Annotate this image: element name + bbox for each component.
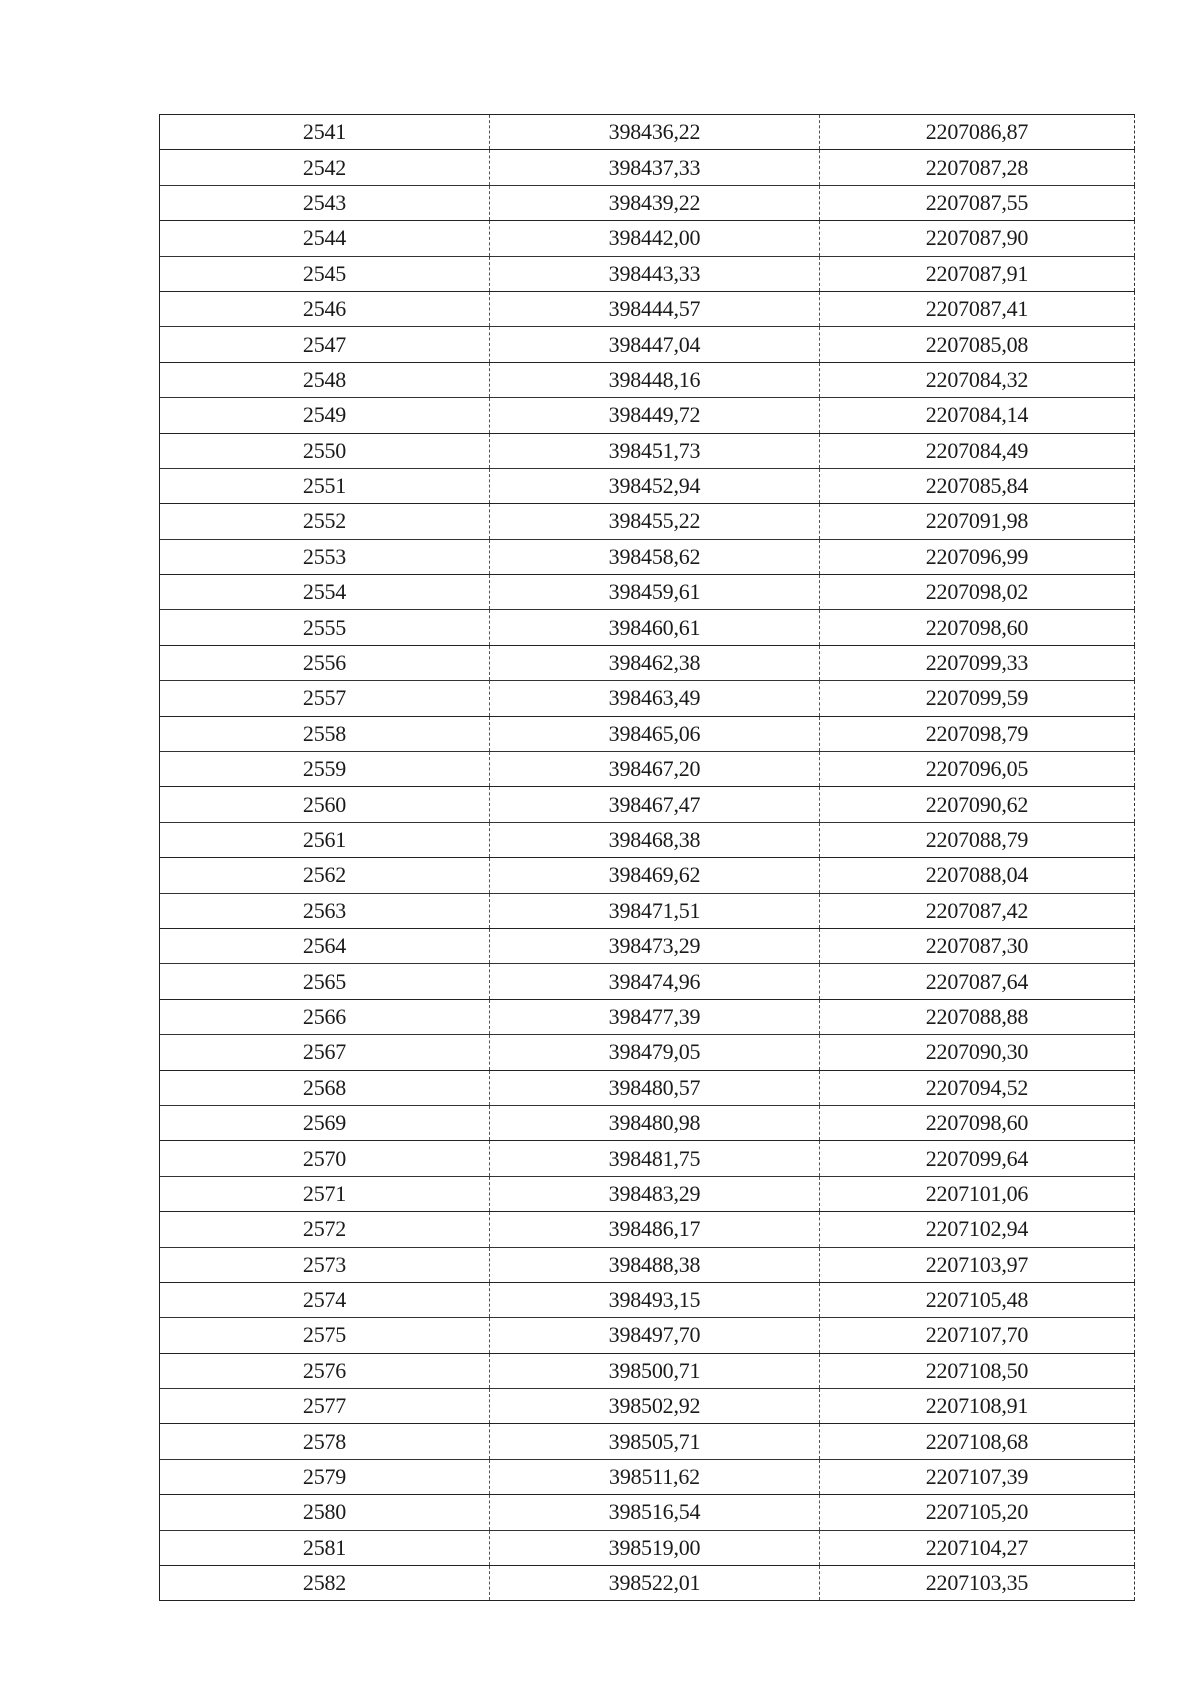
table-row: [160, 681, 1135, 716]
y-coordinate-cell: 2207108,91: [820, 1389, 1135, 1424]
x-coordinate-cell: 398465,06: [490, 716, 820, 751]
y-coordinate-cell: 2207087,42: [820, 893, 1135, 928]
x-coordinate-cell: 398459,61: [490, 575, 820, 610]
x-coordinate-cell: 398522,01: [490, 1566, 820, 1601]
table-row: [160, 539, 1135, 574]
x-coordinate-cell: 398437,33: [490, 150, 820, 185]
x-coordinate-cell: 398436,22: [490, 115, 820, 150]
table-row: [160, 1459, 1135, 1494]
point-number-cell: 2543: [160, 185, 490, 220]
table-row: [160, 221, 1135, 256]
y-coordinate-cell: 2207088,04: [820, 858, 1135, 893]
y-coordinate-cell: 2207096,99: [820, 539, 1135, 574]
point-number-cell: 2545: [160, 256, 490, 291]
point-number-cell: 2576: [160, 1353, 490, 1388]
x-coordinate-cell: 398480,57: [490, 1070, 820, 1105]
y-coordinate-cell: 2207085,84: [820, 468, 1135, 503]
table-row: [160, 964, 1135, 999]
y-coordinate-cell: 2207099,33: [820, 645, 1135, 680]
x-coordinate-cell: 398488,38: [490, 1247, 820, 1282]
table-row: [160, 1353, 1135, 1388]
y-coordinate-cell: 2207102,94: [820, 1212, 1135, 1247]
point-number-cell: 2556: [160, 645, 490, 680]
table-row: [160, 362, 1135, 397]
y-coordinate-cell: 2207104,27: [820, 1530, 1135, 1565]
y-coordinate-cell: 2207085,08: [820, 327, 1135, 362]
y-coordinate-cell: 2207098,60: [820, 610, 1135, 645]
x-coordinate-cell: 398502,92: [490, 1389, 820, 1424]
table-row: [160, 1282, 1135, 1317]
table-row: [160, 1566, 1135, 1601]
point-number-cell: 2549: [160, 398, 490, 433]
x-coordinate-cell: 398444,57: [490, 291, 820, 326]
y-coordinate-cell: 2207084,32: [820, 362, 1135, 397]
y-coordinate-cell: 2207099,64: [820, 1141, 1135, 1176]
y-coordinate-cell: 2207101,06: [820, 1176, 1135, 1211]
point-number-cell: 2573: [160, 1247, 490, 1282]
point-number-cell: 2546: [160, 291, 490, 326]
table-row: [160, 291, 1135, 326]
table-row: [160, 150, 1135, 185]
table-row: [160, 115, 1135, 150]
x-coordinate-cell: 398448,16: [490, 362, 820, 397]
table-row: [160, 433, 1135, 468]
y-coordinate-cell: 2207098,02: [820, 575, 1135, 610]
point-number-cell: 2563: [160, 893, 490, 928]
x-coordinate-cell: 398451,73: [490, 433, 820, 468]
y-coordinate-cell: 2207103,35: [820, 1566, 1135, 1601]
point-number-cell: 2552: [160, 504, 490, 539]
y-coordinate-cell: 2207087,41: [820, 291, 1135, 326]
table-row: [160, 1070, 1135, 1105]
point-number-cell: 2574: [160, 1282, 490, 1317]
table-row: [160, 1389, 1135, 1424]
x-coordinate-cell: 398463,49: [490, 681, 820, 716]
table-row: [160, 1495, 1135, 1530]
y-coordinate-cell: 2207088,79: [820, 822, 1135, 857]
coordinates-table: [159, 114, 1135, 1601]
point-number-cell: 2570: [160, 1141, 490, 1176]
y-coordinate-cell: 2207096,05: [820, 752, 1135, 787]
point-number-cell: 2554: [160, 575, 490, 610]
table-row: [160, 822, 1135, 857]
table-row: [160, 752, 1135, 787]
x-coordinate-cell: 398442,00: [490, 221, 820, 256]
point-number-cell: 2579: [160, 1459, 490, 1494]
x-coordinate-cell: 398468,38: [490, 822, 820, 857]
x-coordinate-cell: 398471,51: [490, 893, 820, 928]
point-number-cell: 2568: [160, 1070, 490, 1105]
table-row: [160, 1176, 1135, 1211]
point-number-cell: 2541: [160, 115, 490, 150]
x-coordinate-cell: 398474,96: [490, 964, 820, 999]
y-coordinate-cell: 2207087,28: [820, 150, 1135, 185]
point-number-cell: 2544: [160, 221, 490, 256]
table-row: [160, 1318, 1135, 1353]
table-row: [160, 928, 1135, 963]
table-row: [160, 1530, 1135, 1565]
point-number-cell: 2575: [160, 1318, 490, 1353]
x-coordinate-cell: 398481,75: [490, 1141, 820, 1176]
x-coordinate-cell: 398486,17: [490, 1212, 820, 1247]
y-coordinate-cell: 2207098,79: [820, 716, 1135, 751]
y-coordinate-cell: 2207108,50: [820, 1353, 1135, 1388]
table-row: [160, 610, 1135, 645]
y-coordinate-cell: 2207105,48: [820, 1282, 1135, 1317]
x-coordinate-cell: 398519,00: [490, 1530, 820, 1565]
x-coordinate-cell: 398443,33: [490, 256, 820, 291]
y-coordinate-cell: 2207087,90: [820, 221, 1135, 256]
point-number-cell: 2571: [160, 1176, 490, 1211]
y-coordinate-cell: 2207088,88: [820, 999, 1135, 1034]
table-row: [160, 327, 1135, 362]
table-row: [160, 504, 1135, 539]
x-coordinate-cell: 398480,98: [490, 1105, 820, 1140]
point-number-cell: 2558: [160, 716, 490, 751]
y-coordinate-cell: 2207087,55: [820, 185, 1135, 220]
point-number-cell: 2560: [160, 787, 490, 822]
y-coordinate-cell: 2207099,59: [820, 681, 1135, 716]
y-coordinate-cell: 2207107,70: [820, 1318, 1135, 1353]
table-row: [160, 893, 1135, 928]
x-coordinate-cell: 398455,22: [490, 504, 820, 539]
point-number-cell: 2557: [160, 681, 490, 716]
x-coordinate-cell: 398479,05: [490, 1035, 820, 1070]
table-row: [160, 1424, 1135, 1459]
point-number-cell: 2553: [160, 539, 490, 574]
y-coordinate-cell: 2207084,14: [820, 398, 1135, 433]
x-coordinate-cell: 398473,29: [490, 928, 820, 963]
point-number-cell: 2542: [160, 150, 490, 185]
table-row: [160, 1247, 1135, 1282]
point-number-cell: 2561: [160, 822, 490, 857]
x-coordinate-cell: 398462,38: [490, 645, 820, 680]
table-row: [160, 716, 1135, 751]
point-number-cell: 2577: [160, 1389, 490, 1424]
y-coordinate-cell: 2207091,98: [820, 504, 1135, 539]
table-row: [160, 999, 1135, 1034]
x-coordinate-cell: 398483,29: [490, 1176, 820, 1211]
point-number-cell: 2581: [160, 1530, 490, 1565]
point-number-cell: 2582: [160, 1566, 490, 1601]
y-coordinate-cell: 2207107,39: [820, 1459, 1135, 1494]
coordinates-table-body: [160, 115, 1135, 1601]
point-number-cell: 2569: [160, 1105, 490, 1140]
x-coordinate-cell: 398505,71: [490, 1424, 820, 1459]
y-coordinate-cell: 2207094,52: [820, 1070, 1135, 1105]
y-coordinate-cell: 2207105,20: [820, 1495, 1135, 1530]
x-coordinate-cell: 398452,94: [490, 468, 820, 503]
x-coordinate-cell: 398493,15: [490, 1282, 820, 1317]
x-coordinate-cell: 398449,72: [490, 398, 820, 433]
table-row: [160, 1141, 1135, 1176]
point-number-cell: 2580: [160, 1495, 490, 1530]
x-coordinate-cell: 398477,39: [490, 999, 820, 1034]
table-row: [160, 398, 1135, 433]
y-coordinate-cell: 2207090,30: [820, 1035, 1135, 1070]
y-coordinate-cell: 2207087,64: [820, 964, 1135, 999]
x-coordinate-cell: 398511,62: [490, 1459, 820, 1494]
x-coordinate-cell: 398516,54: [490, 1495, 820, 1530]
point-number-cell: 2551: [160, 468, 490, 503]
table-row: [160, 858, 1135, 893]
point-number-cell: 2555: [160, 610, 490, 645]
y-coordinate-cell: 2207090,62: [820, 787, 1135, 822]
y-coordinate-cell: 2207098,60: [820, 1105, 1135, 1140]
table-row: [160, 1212, 1135, 1247]
x-coordinate-cell: 398460,61: [490, 610, 820, 645]
x-coordinate-cell: 398467,47: [490, 787, 820, 822]
point-number-cell: 2565: [160, 964, 490, 999]
point-number-cell: 2547: [160, 327, 490, 362]
point-number-cell: 2559: [160, 752, 490, 787]
table-row: [160, 645, 1135, 680]
y-coordinate-cell: 2207108,68: [820, 1424, 1135, 1459]
point-number-cell: 2564: [160, 928, 490, 963]
y-coordinate-cell: 2207103,97: [820, 1247, 1135, 1282]
point-number-cell: 2572: [160, 1212, 490, 1247]
x-coordinate-cell: 398447,04: [490, 327, 820, 362]
table-row: [160, 1105, 1135, 1140]
point-number-cell: 2550: [160, 433, 490, 468]
y-coordinate-cell: 2207084,49: [820, 433, 1135, 468]
x-coordinate-cell: 398497,70: [490, 1318, 820, 1353]
point-number-cell: 2548: [160, 362, 490, 397]
table-row: [160, 787, 1135, 822]
y-coordinate-cell: 2207086,87: [820, 115, 1135, 150]
x-coordinate-cell: 398458,62: [490, 539, 820, 574]
point-number-cell: 2562: [160, 858, 490, 893]
table-row: [160, 468, 1135, 503]
point-number-cell: 2566: [160, 999, 490, 1034]
x-coordinate-cell: 398500,71: [490, 1353, 820, 1388]
x-coordinate-cell: 398467,20: [490, 752, 820, 787]
point-number-cell: 2567: [160, 1035, 490, 1070]
y-coordinate-cell: 2207087,91: [820, 256, 1135, 291]
table-row: [160, 256, 1135, 291]
x-coordinate-cell: 398469,62: [490, 858, 820, 893]
y-coordinate-cell: 2207087,30: [820, 928, 1135, 963]
table-row: [160, 575, 1135, 610]
point-number-cell: 2578: [160, 1424, 490, 1459]
table-row: [160, 185, 1135, 220]
x-coordinate-cell: 398439,22: [490, 185, 820, 220]
table-row: [160, 1035, 1135, 1070]
